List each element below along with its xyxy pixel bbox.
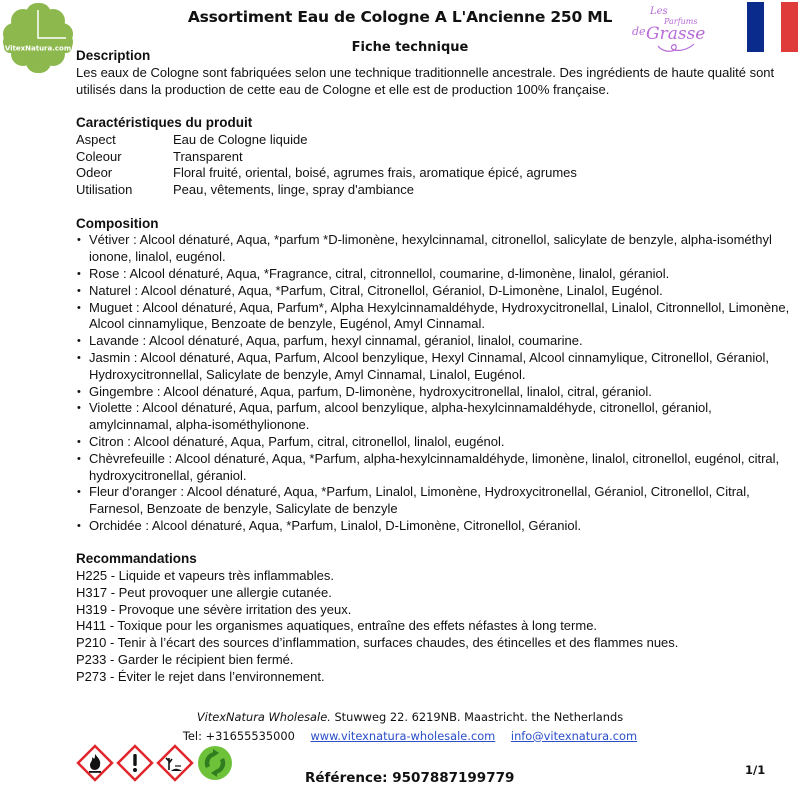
composition-section: [76, 216, 791, 535]
footer-contact-line: [20, 727, 800, 746]
datasheet-content: [76, 48, 791, 702]
composition-item: • Chèvrefeuille : Alcool dénaturé, Aqua, *Parfum, alpha-hexylcinnamaldéhyde, limonène, linalol, citronellol, eugénol, citral, hydroxycitronellal, géraniol.: [76, 451, 791, 485]
email-link[interactable]: info@vitexnatura.com: [510, 728, 638, 743]
composition-item: • Jasmin : Alcool dénaturé, Aqua, Parfum, Alcool benzylique, Hexyl Cinnamal, Alcool cinnamylique, Citronellol, Géraniol, Hydroxycitronnellal, Salicylate de benzyle, Amyl Cinnamal, Linalol, Eugénol.: [76, 350, 791, 384]
characteristic-value: Peau, vêtements, linge, spray d'ambiance: [173, 182, 414, 198]
characteristic-row: [76, 165, 791, 182]
characteristic-label: Aspect: [76, 131, 116, 147]
svg-text:Les: Les: [650, 6, 668, 17]
recommendation-item: H225 - Liquide et vapeurs très inflammables.: [76, 568, 334, 584]
characteristic-label: Coleour: [76, 148, 122, 164]
document-title: Assortiment Eau de Cologne A L'Ancienne 250 ML: [187, 8, 613, 26]
company-name: VitexNatura Wholesale.: [196, 710, 331, 724]
composition-item: • Vétiver : Alcool dénaturé, Aqua, *parfum *D-limonène, hexylcinnamal, citronellol, salicylate de benzyle, alpha-isométhyl ionone, linalol, eugénol.: [76, 232, 791, 266]
phone-number: Tel: +31655535000: [182, 728, 295, 743]
description-text: Les eaux de Cologne sont fabriquées selon une technique traditionnelle ancestrale. Des ingrédients de haute qualité sont utilisés dans la production de cette eau de Cologne et elle est de production 100% française.: [76, 64, 775, 97]
svg-text:Parfums: Parfums: [664, 17, 698, 26]
composition-item: • Citron : Alcool dénaturé, Aqua, Parfum, citral, citronellol, linalol, eugénol.: [76, 434, 791, 451]
product-reference: Référence: 9507887199779: [305, 770, 515, 786]
recommendation-item: H317 - Peut provoquer une allergie cutanée.: [76, 584, 332, 600]
parfums-de-grasse-logo: [628, 2, 710, 54]
characteristics-section: [76, 115, 791, 199]
composition-item: • Gingembre : Alcool dénaturé, Aqua, parfum, D-limonène, hydroxycitronellal, linalol, citral, géraniol.: [76, 384, 791, 401]
characteristic-row: [76, 182, 791, 199]
composition-item: • Muguet : Alcool dénaturé, Aqua, Parfum*, Alpha Hexylcinnamaldéhyde, Hydroxycitronellal, Linalol, Citronnellol, Limonène, Alcool cinnamylique, Benzoate de benzyle, Eugénol, Amyl Cinnamal.: [76, 300, 791, 334]
characteristic-row: [76, 132, 791, 149]
description-section: [76, 48, 791, 98]
company-address: Stuwweg 22. 6219NB. Maastricht. the Netherlands: [330, 710, 624, 724]
website-link[interactable]: www.vitexnatura-wholesale.com: [310, 728, 496, 743]
characteristic-value: Eau de Cologne liquide: [173, 131, 308, 147]
green-dot-recycle-icon: [196, 744, 234, 782]
characteristic-row: [76, 149, 791, 166]
recommendations-heading: Recommandations: [76, 551, 197, 567]
characteristic-label: Utilisation: [76, 182, 133, 198]
characteristic-value: Transparent: [173, 148, 243, 164]
hazard-pictograms: [76, 744, 234, 782]
description-heading: Description: [76, 48, 151, 63]
document-subtitle: Fiche technique: [351, 40, 469, 55]
france-flag-icon: [747, 2, 800, 52]
footer-contact: [0, 708, 800, 745]
svg-text:VitexNatura.com: VitexNatura.com: [4, 44, 72, 53]
environment-hazard-icon: [156, 744, 194, 782]
recommendation-item: H319 - Provoque une sévère irritation des yeux.: [76, 601, 352, 617]
composition-heading: Composition: [76, 215, 159, 231]
flammable-hazard-icon: [76, 744, 114, 782]
composition-item: • Lavande : Alcool dénaturé, Aqua, parfum, hexyl cinnamal, géraniol, linalol, coumarine.: [76, 333, 791, 350]
characteristic-label: Odeor: [76, 165, 113, 181]
svg-text:Grasse: Grasse: [646, 24, 706, 44]
composition-item: • Violette : Alcool dénaturé, Aqua, parfum, alcool benzylique, alpha-hexylcinnamaldéhyde, citronellol, géraniol, amylcinnamal, alpha-isométhylionone.: [76, 400, 791, 434]
recommendation-item: P210 - Tenir à l’écart des sources d’inflammation, surfaces chaudes, des étincelles et des flammes nues.: [76, 635, 679, 651]
recommendations-section: [76, 551, 791, 685]
footer-address-line: [20, 708, 800, 727]
svg-text:de: de: [632, 25, 646, 38]
exclamation-hazard-icon: [116, 744, 154, 782]
page-number: 1/1: [745, 763, 766, 777]
composition-list: [76, 232, 791, 534]
recommendation-item: H411 - Toxique pour les organismes aquatiques, entraîne des effets néfastes à long terme.: [76, 618, 598, 634]
recommendation-item: P273 - Éviter le rejet dans l’environnement.: [76, 668, 325, 684]
characteristic-value: Floral fruité, oriental, boisé, agrumes frais, aromatique épicé, agrumes: [173, 165, 577, 181]
characteristics-heading: Caractéristiques du produit: [76, 114, 253, 130]
recommendation-item: P233 - Garder le récipient bien fermé.: [76, 652, 294, 668]
composition-item: • Naturel : Alcool dénaturé, Aqua, *Parfum, Citral, Citronellol, Géraniol, D-Limonène, Linalol, Eugénol.: [76, 283, 791, 300]
composition-item: • Orchidée : Alcool dénaturé, Aqua, *Parfum, Linalol, D-Limonène, Citronellol, Géraniol.: [76, 518, 791, 535]
composition-item: • Fleur d'oranger : Alcool dénaturé, Aqua, *Parfum, Linalol, Limonène, Hydroxycitronellal, Géraniol, Citronellol, Citral, Farnesol, Benzoate de benzyle, Salicylate de benzyle: [76, 484, 791, 518]
composition-item: • Rose : Alcool dénaturé, Aqua, *Fragrance, citral, citronnellol, coumarine, d-limonène, linalol, géraniol.: [76, 266, 791, 283]
